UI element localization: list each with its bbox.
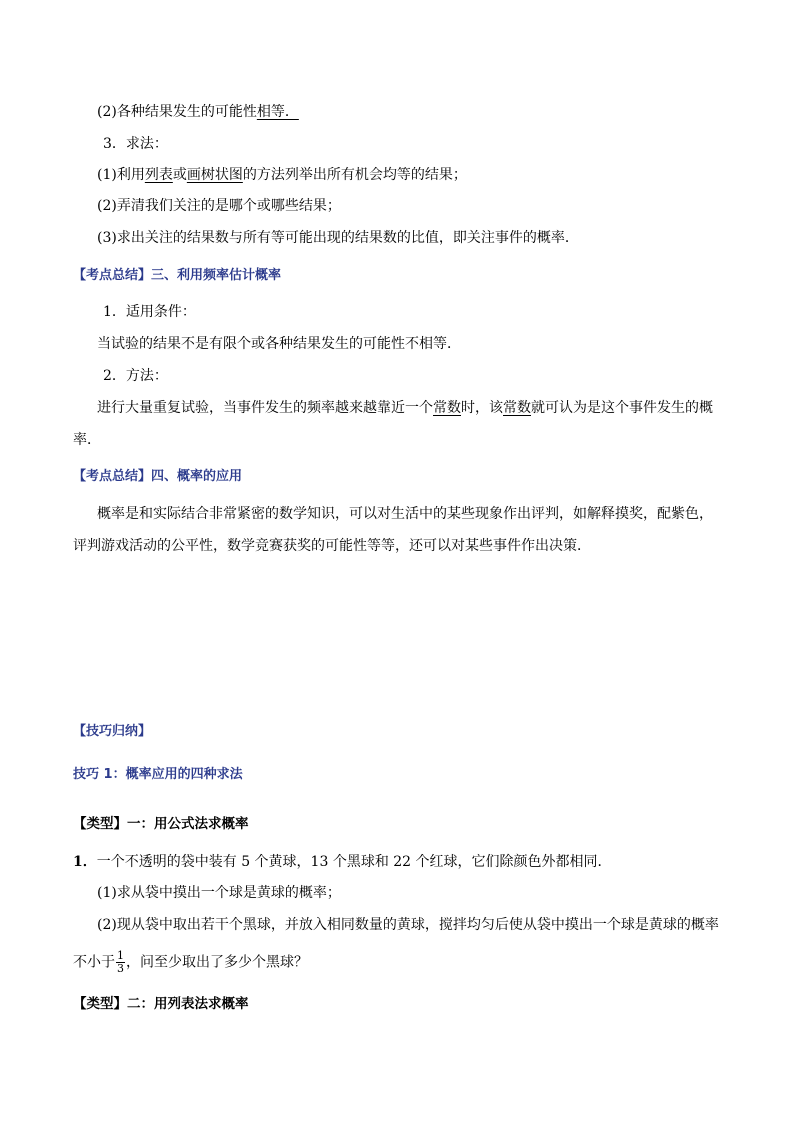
method-1: [97, 165, 467, 185]
skill-1-title: 技巧 1：概率应用的四种求法: [73, 767, 243, 782]
question-1-b-prefix: 不小于: [73, 954, 115, 971]
method-1-table: 列表: [144, 167, 173, 183]
method-constant-1: 常数: [433, 400, 461, 416]
fraction-one-third: [116, 950, 125, 975]
section-4-line1: 概率是和实际结合非常紧密的数学知识，可以对生活中的某些现象作出评判，如解释摸奖，配紫色，: [97, 506, 713, 522]
condition-2: [97, 102, 299, 122]
question-1-text: 一个不透明的袋中装有 5 个黄球，13 个黑球和 22 个红球，它们除颜色外都相同．: [96, 854, 612, 870]
method-1-tree: 画树状图: [186, 167, 243, 183]
method-1-prefix: (1)利用: [97, 167, 145, 183]
method-3: (3)求出关注的结果数与所有等可能出现的结果数的比值，即关注事件的概率．: [97, 230, 579, 246]
question-1-part-b-line1: (2)现从袋中取出若干个黑球，并放入相同数量的黄球，搅拌均匀后使从袋中摸出一个球是黄球的概率: [97, 917, 719, 933]
method-part-1: 进行大量重复试验，当事件发生的频率越来越靠近一个: [97, 400, 433, 416]
fraction-numerator: 1: [117, 949, 124, 962]
question-1-number: 1．: [73, 854, 97, 870]
question-1-part-b-line2: [73, 950, 308, 975]
section-4-title: 【考点总结】四、概率的应用: [73, 469, 243, 484]
method-part-2: 时，该: [461, 400, 503, 416]
section-3-method-label: 2．方法：: [103, 368, 168, 384]
fraction-denominator: 3: [117, 962, 124, 975]
section-3-cond-text: 当试验的结果不是有限个或各种结果发生的可能性不相等．: [97, 336, 461, 352]
condition-2-underlined: 相等．: [256, 104, 299, 120]
step-3-label: 3．求法：: [103, 136, 168, 152]
section-3-method-line2: 率．: [73, 432, 101, 448]
method-constant-2: 常数: [503, 400, 531, 416]
question-1-part-a: (1)求从袋中摸出一个球是黄球的概率；: [97, 885, 341, 901]
method-1-suffix: 的方法列举出所有机会均等的结果；: [242, 167, 467, 183]
type-1-heading: 【类型】一：用公式法求概率: [73, 816, 249, 832]
type-2-heading: 【类型】二：用列表法求概率: [73, 996, 249, 1012]
condition-2-text: (2)各种结果发生的可能性: [97, 104, 257, 120]
section-3-method-line1: [97, 398, 713, 418]
question-1: [73, 852, 612, 872]
section-4-line2: 评判游戏活动的公平性，数学竞赛获奖的可能性等等，还可以对某些事件作出决策．: [73, 538, 591, 554]
method-2: (2)弄清我们关注的是哪个或哪些结果；: [97, 198, 341, 214]
section-3-title: 【考点总结】三、利用频率估计概率: [73, 268, 282, 283]
method-part-3: 就可认为是这个事件发生的概: [531, 400, 713, 416]
skills-title: 【技巧归纳】: [73, 724, 152, 739]
section-3-cond-label: 1．适用条件：: [103, 304, 196, 320]
method-1-or: 或: [172, 167, 187, 183]
question-1-b-suffix: ，问至少取出了多少个黑球？: [126, 954, 308, 971]
